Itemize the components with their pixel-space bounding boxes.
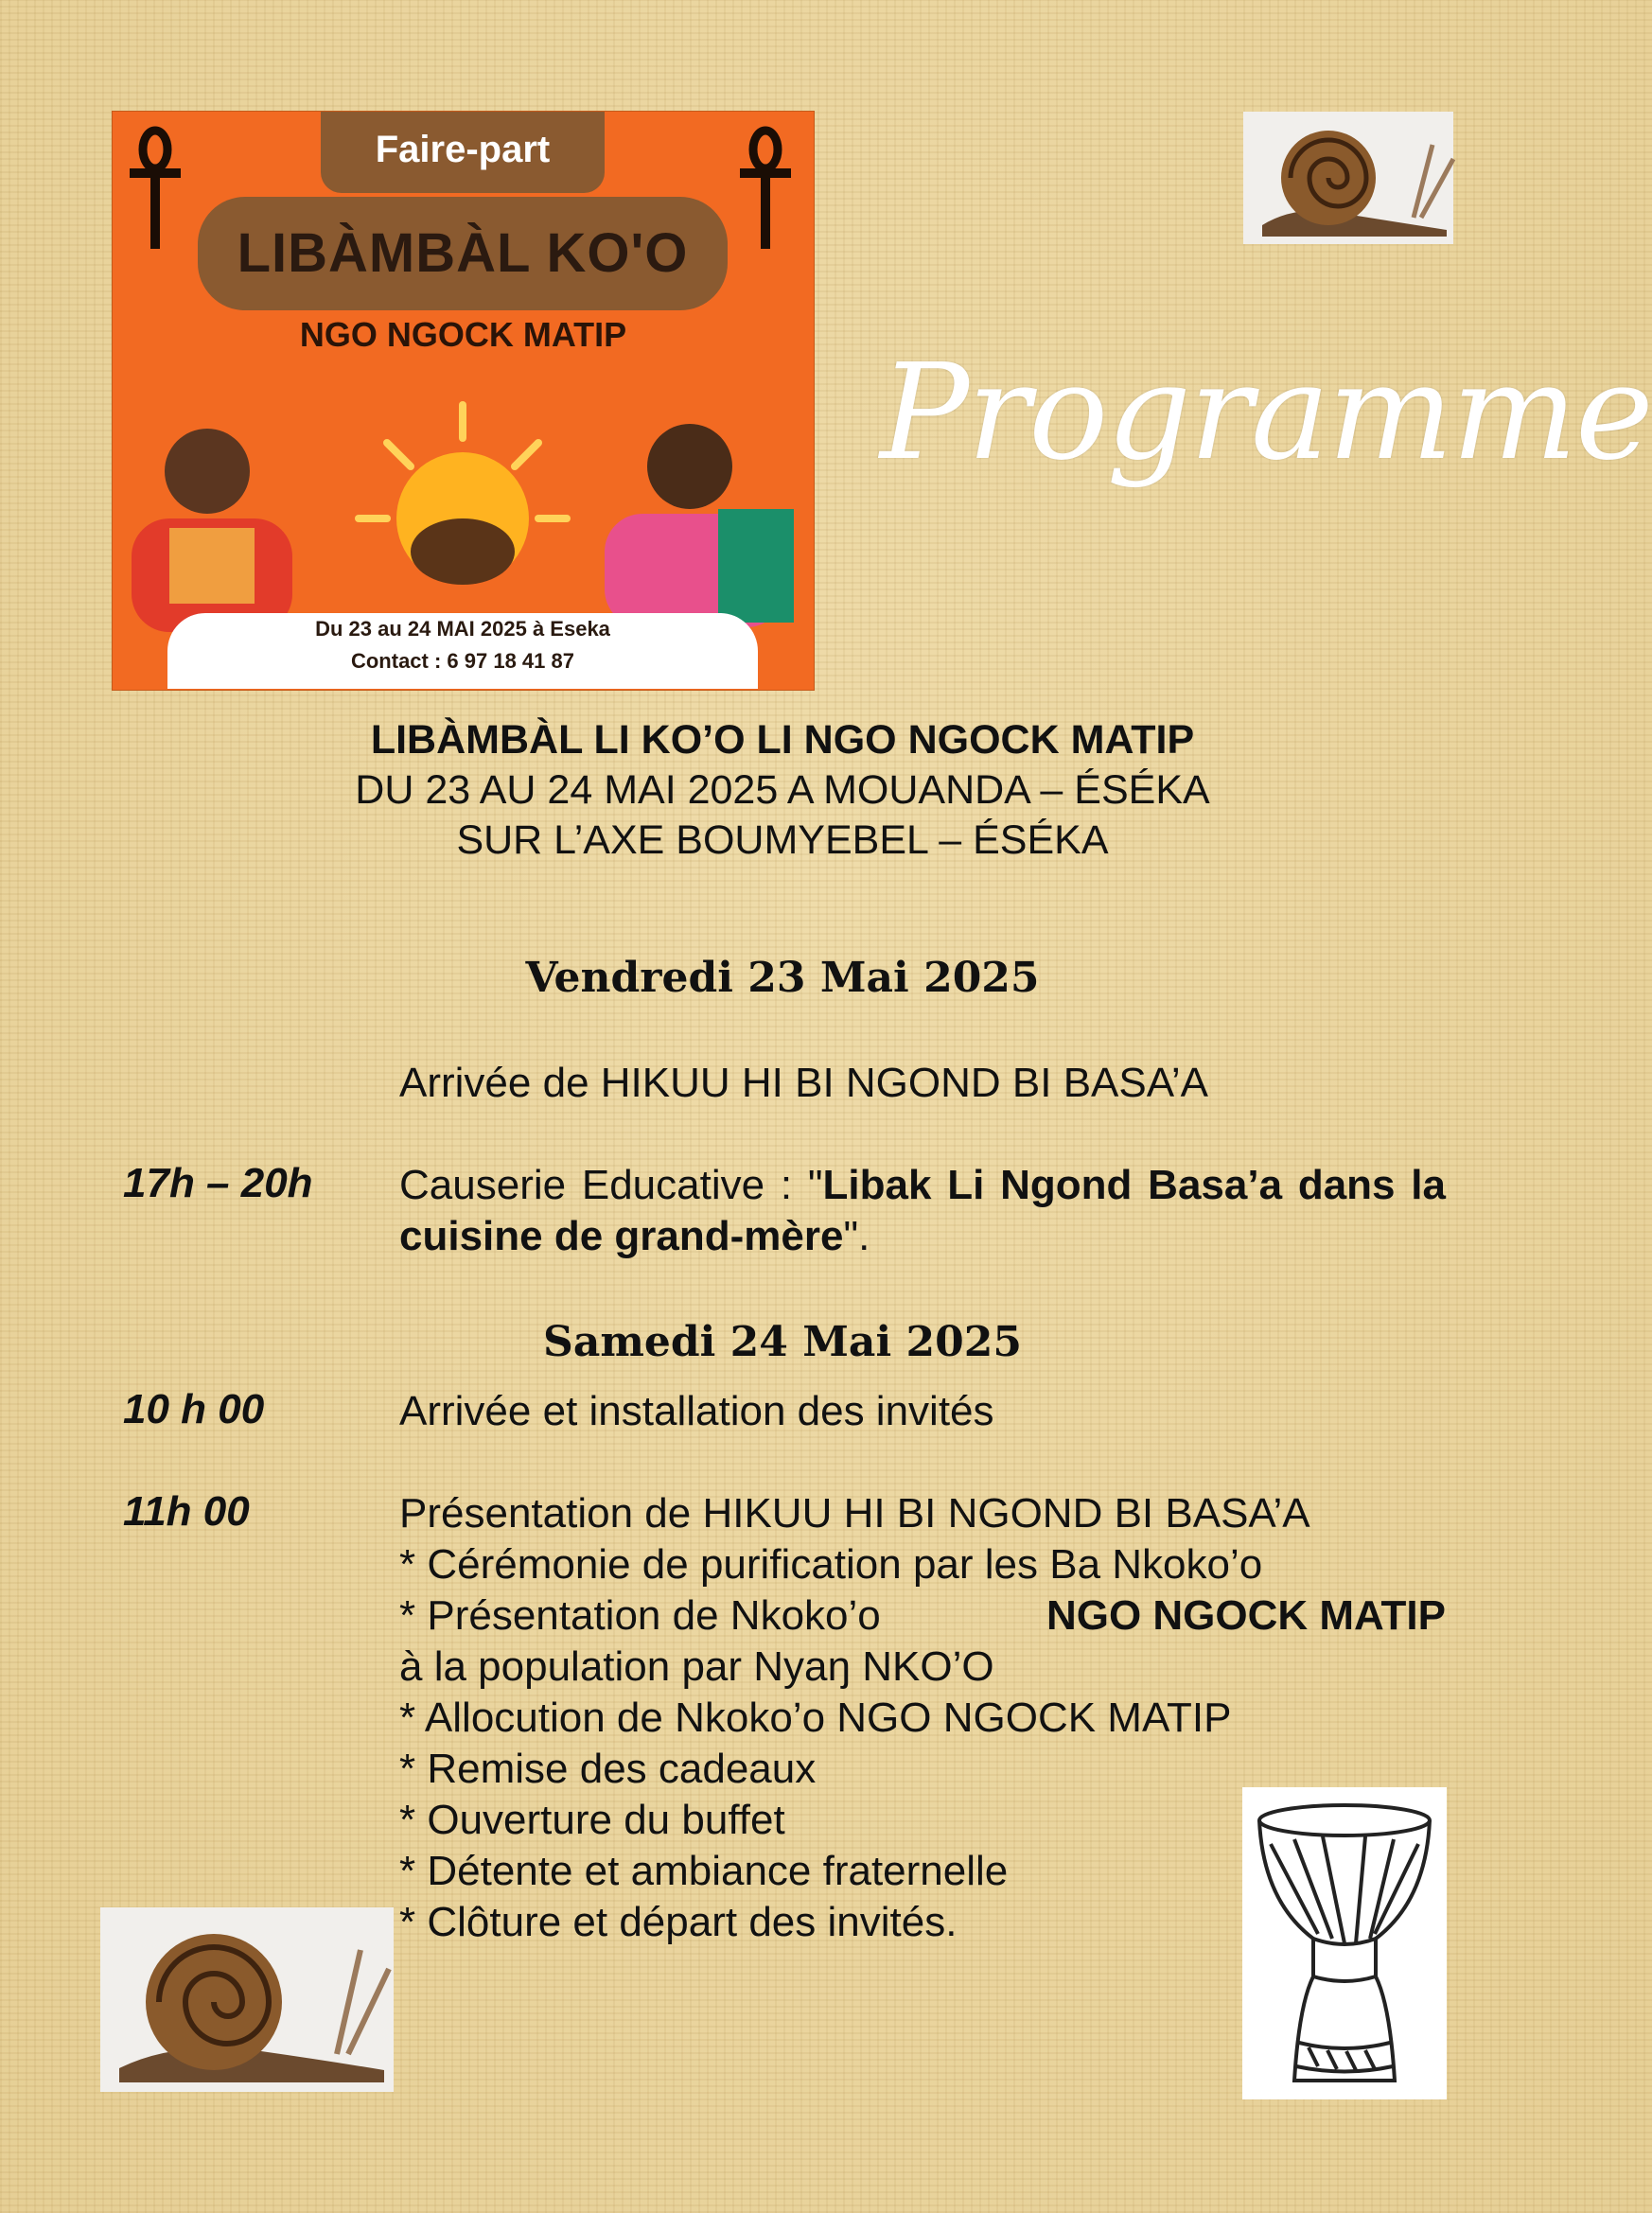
saturday-sub-2a: * Présentation de Nkoko’o: [399, 1592, 881, 1639]
header-line-2: DU 23 AU 24 MAI 2025 A MOUANDA – ÉSÉKA: [355, 767, 1210, 813]
saturday-item-1: Arrivée et installation des invités: [399, 1388, 994, 1434]
ankh-icon: [127, 126, 184, 249]
poster-contact: Contact : 6 97 18 41 87: [350, 649, 574, 673]
snail-image-bottom: [100, 1907, 394, 2092]
friday-time: 17h – 20h: [123, 1160, 313, 1206]
poster-footer: [167, 613, 758, 689]
poster-name: NGO NGOCK MATIP: [299, 315, 627, 354]
causerie-end: ".: [843, 1213, 870, 1259]
saturday-time-2: 11h 00: [123, 1488, 250, 1535]
saturday-sub-2b: NGO NGOCK MATIP: [1046, 1592, 1446, 1639]
woman-portrait-left: [113, 424, 311, 623]
header-line-3: SUR L’AXE BOUMYEBEL – ÉSÉKA: [456, 817, 1109, 863]
causerie-label: Causerie Educative : ": [399, 1162, 823, 1208]
saturday-time-1: 10 h 00: [123, 1386, 265, 1432]
saturday-sub-3: * Allocution de Nkoko’o NGO NGOCK MATIP: [399, 1695, 1232, 1741]
saturday-sub-4: * Remise des cadeaux: [399, 1746, 817, 1792]
saturday-sub-2: [399, 1590, 1446, 1642]
poster-dates: Du 23 au 24 MAI 2025 à Eseka: [315, 617, 610, 641]
faire-part-poster: [112, 111, 815, 691]
woman-portrait-right: [586, 424, 813, 623]
saturday-sub-2c: à la population par Nyaŋ NKO’O: [399, 1643, 994, 1690]
friday-arrival: Arrivée de HIKUU HI BI NGOND BI BASA’A: [399, 1060, 1208, 1106]
causerie-title: Libak Li Ngond Basa’a dans la cuisine de grand-mère: [399, 1162, 1446, 1259]
friday-title: Vendredi 23 Mai 2025: [525, 954, 1040, 1002]
snail-icon: [100, 1907, 394, 2092]
saturday-sub-7: * Clôture et départ des invités.: [399, 1899, 958, 1945]
header-line-1: LIBÀMBÀL LI KO’O LI NGO NGOCK MATIP: [370, 717, 1195, 763]
saturday-title: Samedi 24 Mai 2025: [543, 1318, 1022, 1366]
saturday-sub-6: * Détente et ambiance fraternelle: [399, 1848, 1009, 1894]
sun-icon: [359, 395, 567, 604]
poster-faire-part: Faire-part: [321, 112, 605, 193]
friday-causerie: [399, 1160, 1446, 1262]
saturday-sub-5: * Ouverture du buffet: [399, 1797, 785, 1843]
djembe-icon: [1242, 1787, 1447, 2099]
poster-banner: LIBÀMBÀL KO'O: [198, 197, 728, 310]
djembe-image: [1242, 1787, 1447, 2099]
saturday-item-2: Présentation de HIKUU HI BI NGOND BI BASA’A: [399, 1490, 1310, 1537]
programme-title: Programme: [880, 336, 1652, 490]
snail-icon: [1243, 112, 1453, 244]
ankh-icon: [737, 126, 794, 249]
saturday-sub-1: * Cérémonie de purification par les Ba Nkoko’o: [399, 1541, 1263, 1588]
snail-image-top: [1243, 112, 1453, 244]
